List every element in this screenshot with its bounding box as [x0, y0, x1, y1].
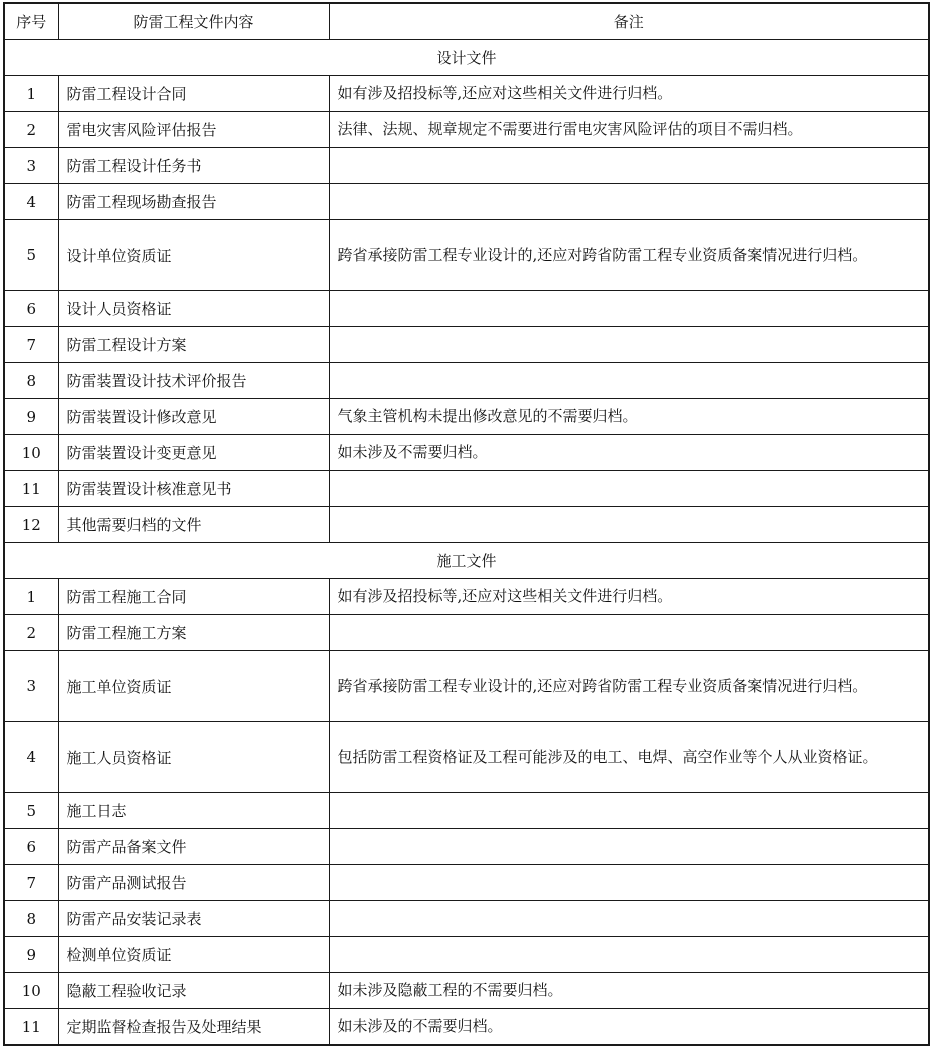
row-note: 如未涉及不需要归档。: [329, 435, 929, 471]
table-row: [4, 615, 929, 651]
row-note: [329, 865, 929, 901]
table-row: [4, 651, 929, 722]
table-row: [4, 722, 929, 793]
row-note: 法律、法规、规章规定不需要进行雷电灾害风险评估的项目不需归档。: [329, 112, 929, 148]
row-number: 2: [4, 615, 58, 651]
row-name: 设计人员资格证: [58, 291, 329, 327]
row-note: 如未涉及的不需要归档。: [329, 1009, 929, 1046]
row-note: 如有涉及招投标等,还应对这些相关文件进行归档。: [329, 76, 929, 112]
table-row: [4, 399, 929, 435]
table-row: [4, 937, 929, 973]
row-note: [329, 327, 929, 363]
row-note: [329, 363, 929, 399]
row-number: 1: [4, 579, 58, 615]
row-name: 隐蔽工程验收记录: [58, 973, 329, 1009]
row-number: 4: [4, 184, 58, 220]
row-name: 防雷工程现场勘查报告: [58, 184, 329, 220]
table-row: [4, 435, 929, 471]
row-name: 检测单位资质证: [58, 937, 329, 973]
table-row: [4, 112, 929, 148]
table-row: [4, 220, 929, 291]
table-row: [4, 291, 929, 327]
row-number: 5: [4, 220, 58, 291]
row-note: [329, 793, 929, 829]
row-name: 施工人员资格证: [58, 722, 329, 793]
row-name: 施工单位资质证: [58, 651, 329, 722]
row-name: 防雷装置设计技术评价报告: [58, 363, 329, 399]
row-name: 防雷工程设计方案: [58, 327, 329, 363]
header-content: 防雷工程文件内容: [58, 3, 329, 40]
row-number: 11: [4, 471, 58, 507]
table-row: [4, 76, 929, 112]
table-row: [4, 1009, 929, 1046]
section-title-construction: 施工文件: [4, 543, 929, 579]
row-number: 9: [4, 399, 58, 435]
row-name: 防雷装置设计核准意见书: [58, 471, 329, 507]
row-number: 2: [4, 112, 58, 148]
row-name: 防雷装置设计修改意见: [58, 399, 329, 435]
header-seq: 序号: [4, 3, 58, 40]
table-row: [4, 579, 929, 615]
table-row: [4, 973, 929, 1009]
table-row: [4, 471, 929, 507]
row-number: 10: [4, 435, 58, 471]
row-number: 5: [4, 793, 58, 829]
row-number: 7: [4, 327, 58, 363]
row-number: 6: [4, 291, 58, 327]
row-note: [329, 471, 929, 507]
row-name: 雷电灾害风险评估报告: [58, 112, 329, 148]
row-number: 6: [4, 829, 58, 865]
row-number: 12: [4, 507, 58, 543]
row-note: 气象主管机构未提出修改意见的不需要归档。: [329, 399, 929, 435]
row-name: 防雷产品备案文件: [58, 829, 329, 865]
row-number: 8: [4, 363, 58, 399]
row-note: 如未涉及隐蔽工程的不需要归档。: [329, 973, 929, 1009]
row-note: [329, 829, 929, 865]
row-number: 3: [4, 148, 58, 184]
header-remarks: 备注: [329, 3, 929, 40]
table-row: [4, 363, 929, 399]
row-number: 3: [4, 651, 58, 722]
table-row: [4, 901, 929, 937]
row-note: [329, 148, 929, 184]
row-name: 防雷产品安装记录表: [58, 901, 329, 937]
row-note: [329, 937, 929, 973]
row-name: 防雷装置设计变更意见: [58, 435, 329, 471]
row-note: 跨省承接防雷工程专业设计的,还应对跨省防雷工程专业资质备案情况进行归档。: [329, 651, 929, 722]
row-note: [329, 901, 929, 937]
table-row: [4, 507, 929, 543]
row-note: [329, 615, 929, 651]
table-row: [4, 865, 929, 901]
row-number: 7: [4, 865, 58, 901]
table-row: [4, 829, 929, 865]
row-number: 4: [4, 722, 58, 793]
row-name: 防雷工程施工方案: [58, 615, 329, 651]
row-name: 防雷工程设计任务书: [58, 148, 329, 184]
row-name: 防雷产品测试报告: [58, 865, 329, 901]
archive-table: [3, 2, 930, 1046]
row-note: [329, 507, 929, 543]
row-note: [329, 184, 929, 220]
table-row: [4, 184, 929, 220]
section-title-design: 设计文件: [4, 40, 929, 76]
row-name: 施工日志: [58, 793, 329, 829]
row-note: [329, 291, 929, 327]
row-name: 定期监督检查报告及处理结果: [58, 1009, 329, 1046]
row-number: 11: [4, 1009, 58, 1046]
row-name: 设计单位资质证: [58, 220, 329, 291]
row-name: 其他需要归档的文件: [58, 507, 329, 543]
table-row: [4, 148, 929, 184]
row-number: 8: [4, 901, 58, 937]
table-row: [4, 327, 929, 363]
row-note: 如有涉及招投标等,还应对这些相关文件进行归档。: [329, 579, 929, 615]
table-row: [4, 793, 929, 829]
row-name: 防雷工程施工合同: [58, 579, 329, 615]
row-note: 跨省承接防雷工程专业设计的,还应对跨省防雷工程专业资质备案情况进行归档。: [329, 220, 929, 291]
row-note: 包括防雷工程资格证及工程可能涉及的电工、电焊、高空作业等个人从业资格证。: [329, 722, 929, 793]
row-number: 9: [4, 937, 58, 973]
row-name: 防雷工程设计合同: [58, 76, 329, 112]
row-number: 1: [4, 76, 58, 112]
row-number: 10: [4, 973, 58, 1009]
